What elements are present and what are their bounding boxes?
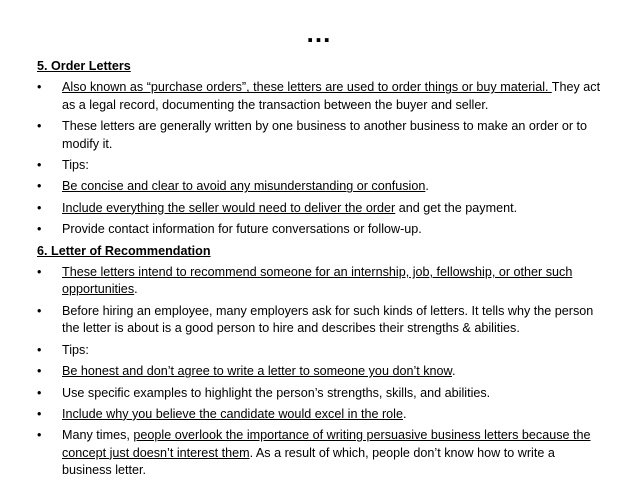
underlined-text: Be concise and clear to avoid any misunderstanding or confusion: [62, 179, 426, 194]
plain-text: .: [402, 406, 407, 421]
plain-text: They act as a legal record, documenting the transaction between the buyer and seller.: [62, 80, 601, 112]
bullet-icon: •: [37, 406, 42, 421]
underlined-text: These letters intend to recommend someone for an internship, job, fellowship, or other such opportunities: [62, 265, 573, 297]
list-item-text: [62, 221, 605, 238]
section-heading: 6. Letter of Recommendation: [37, 243, 211, 258]
plain-text: These letters are generally written by one business to another business to make an order or to modify it.: [62, 119, 588, 151]
bullet-icon: •: [37, 364, 42, 379]
section-heading: 5. Order Letters: [37, 59, 131, 73]
plain-text: Tips:: [62, 342, 89, 357]
list-item-text: [62, 363, 605, 380]
list-item-text: [62, 303, 605, 338]
list-item-text: [62, 157, 605, 174]
bullet-icon: •: [37, 80, 42, 95]
plain-text: Tips:: [62, 158, 89, 173]
list-item: [37, 264, 605, 299]
bullet-icon: •: [37, 179, 42, 194]
list-item-text: [62, 342, 605, 359]
list-item-text: [62, 79, 605, 114]
bullet-icon: •: [37, 428, 42, 443]
underlined-text: Include everything the seller would need to deliver the order: [62, 200, 396, 215]
bullet-icon: •: [37, 385, 42, 400]
underlined-text: Be honest and don’t agree to write a letter to someone you don’t know: [62, 364, 452, 379]
list-item-text: [62, 385, 605, 402]
underlined-text: people overlook the importance of writing persuasive business letters because the concept just doesn’t interest them: [62, 428, 591, 460]
list-item: [37, 157, 605, 174]
bullet-icon: •: [37, 342, 42, 357]
list-item: [37, 363, 605, 380]
list-item: [37, 200, 605, 217]
bullet-icon: •: [37, 222, 42, 237]
underlined-text: Also known as “purchase orders”, these letters are used to order things or buy material.: [62, 80, 552, 95]
slide-title: …: [305, 18, 333, 48]
list-item: [37, 385, 605, 402]
plain-text: .: [451, 364, 456, 379]
bullet-icon: •: [37, 158, 42, 173]
list-item-text: [62, 406, 605, 423]
list-item: [37, 427, 605, 479]
bullet-icon: •: [37, 119, 42, 134]
list-item-text: [62, 178, 605, 195]
bullet-icon: •: [37, 200, 42, 215]
list-item: [37, 221, 605, 238]
list-item: [37, 79, 605, 114]
plain-text: Use specific examples to highlight the person’s strengths, skills, and abilities.: [62, 385, 491, 400]
list-item-text: [62, 118, 605, 153]
list-item: [37, 406, 605, 423]
plain-text: Provide contact information for future conversations or follow-up.: [62, 222, 422, 237]
slide-content: [37, 58, 605, 484]
list-item-text: [62, 200, 605, 217]
bullet-icon: •: [37, 303, 42, 318]
plain-text: and get the payment.: [395, 200, 518, 215]
list-item-text: [62, 264, 605, 299]
list-item: [37, 303, 605, 338]
list-item: [37, 342, 605, 359]
underlined-text: Include why you believe the candidate would excel in the role: [62, 406, 403, 421]
plain-text: .: [134, 282, 138, 297]
list-item: [37, 118, 605, 153]
plain-text: Many times,: [62, 428, 134, 443]
plain-text: .: [425, 179, 429, 194]
bullet-icon: •: [37, 265, 42, 280]
list-item: [37, 178, 605, 195]
plain-text: Before hiring an employee, many employers ask for such kinds of letters. It tells why the person the letter is about is a good person to hire and describes their strengths & abilities.: [62, 303, 594, 336]
plain-text: . As a result of which, people don’t know how to write a business letter.: [62, 445, 555, 478]
list-item-text: [62, 427, 605, 479]
